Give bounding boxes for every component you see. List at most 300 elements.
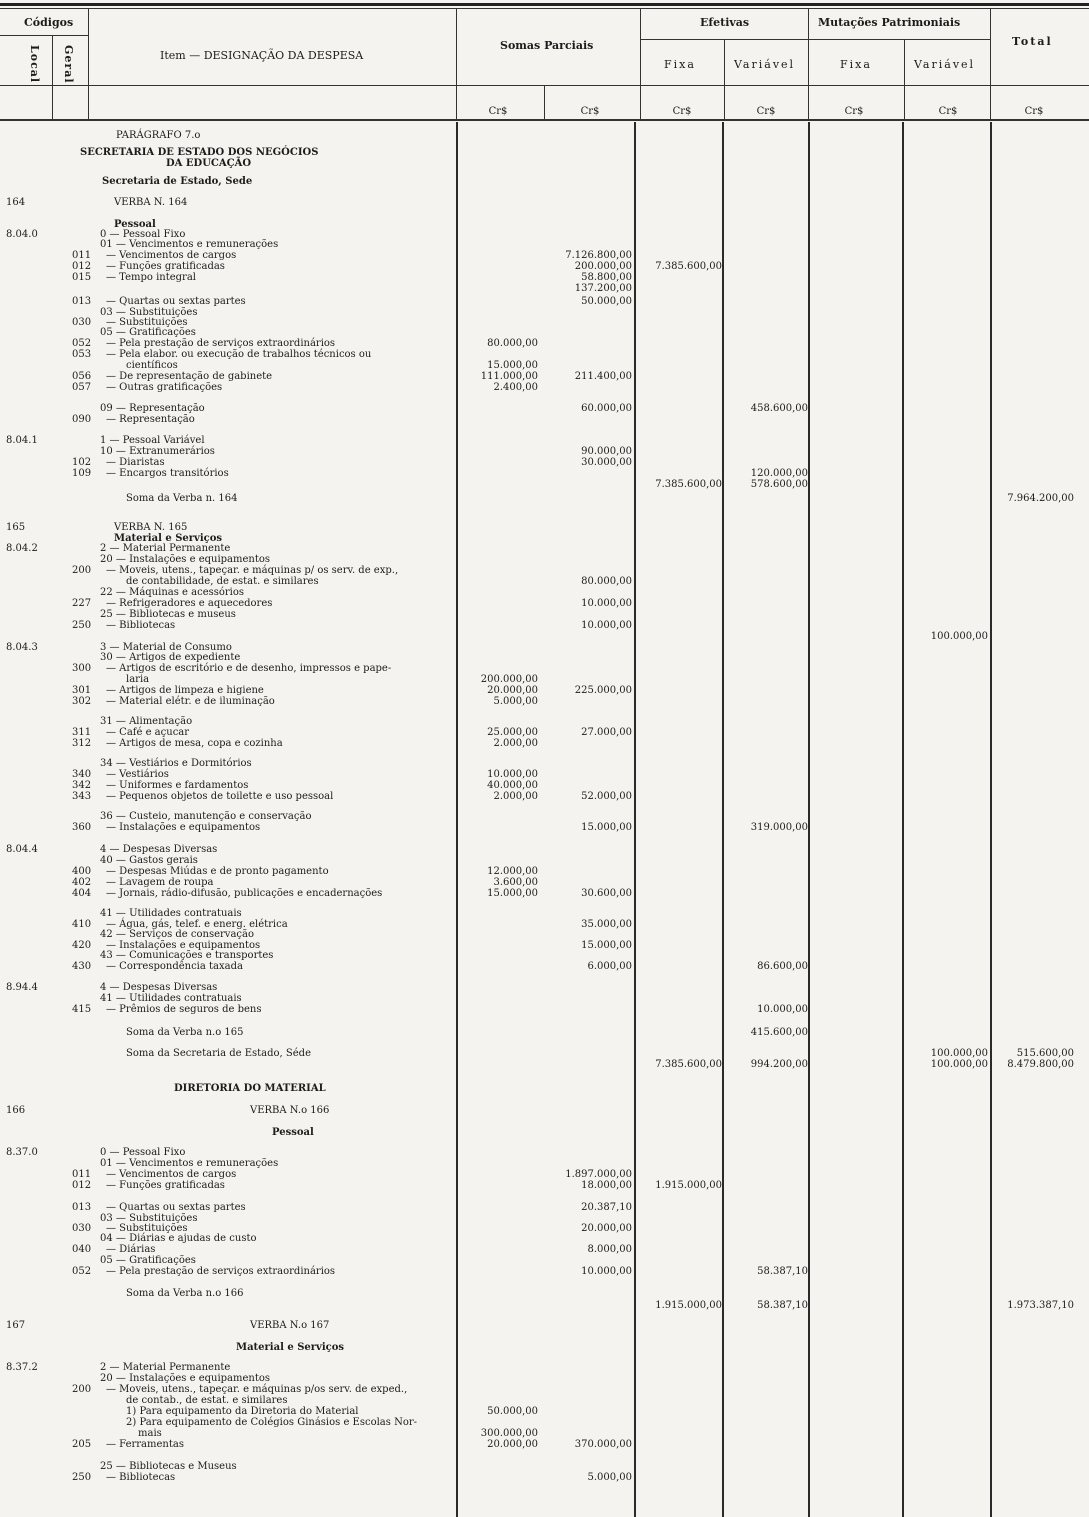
- row-description: 40 — Gastos gerais: [100, 855, 198, 866]
- table-row: [0, 950, 1089, 961]
- row-description: 2 — Material Permanente: [100, 543, 231, 554]
- row-value-c4: 120.000,00: [750, 468, 808, 479]
- row-description: 30 — Artigos de expediente: [100, 652, 241, 663]
- row-description: — Quartas ou sextas partes: [106, 1202, 246, 1213]
- row-description: de contabilidade, de estat. e similares: [126, 576, 319, 587]
- row-code-local: 167: [6, 1320, 26, 1331]
- row-value-c2: 211.400,00: [574, 371, 632, 382]
- row-description: 10 — Extranumerários: [100, 446, 215, 457]
- row-description: — Bibliotecas: [106, 1472, 176, 1483]
- row-description: — Instalações e equipamentos: [106, 940, 261, 951]
- row-value-c4: 415.600,00: [750, 1027, 808, 1038]
- row-value-c2: 10.000,00: [581, 1266, 632, 1277]
- row-code-local: 8.37.0: [6, 1147, 38, 1158]
- row-description: Soma da Secretaria de Estado, Séde: [126, 1048, 311, 1059]
- table-row: [0, 620, 1089, 631]
- row-code-geral: 011: [72, 250, 92, 261]
- header-codigos: Códigos: [24, 16, 74, 29]
- row-value-c1: 111.000,00: [480, 371, 538, 382]
- table-row: [0, 554, 1089, 565]
- table-row: [0, 844, 1089, 855]
- row-value-c3: 7.385.600,00: [655, 1059, 722, 1070]
- row-code-geral: 250: [72, 1472, 92, 1483]
- row-code-geral: 015: [72, 272, 92, 283]
- table-row: [0, 1461, 1089, 1472]
- row-description: — Quartas ou sextas partes: [106, 296, 246, 307]
- table-row: [0, 283, 1089, 294]
- row-description: — Ferramentas: [106, 1439, 184, 1450]
- table-row: [0, 822, 1089, 833]
- row-value-c2: 370.000,00: [574, 1439, 632, 1450]
- row-description: Pessoal: [114, 219, 156, 230]
- row-value-c1: 15.000,00: [487, 360, 538, 371]
- row-description: 05 — Gratificações: [100, 1255, 196, 1266]
- row-description: — Outras gratificações: [106, 382, 223, 393]
- row-description: 2 — Material Permanente: [100, 1362, 231, 1373]
- row-description: 01 — Vencimentos e remunerações: [100, 1158, 279, 1169]
- row-description: 36 — Custeio, manutenção e conservação: [100, 811, 312, 822]
- row-code-local: 8.04.4: [6, 844, 38, 855]
- currency-label-c6: Cr$: [938, 106, 958, 117]
- row-value-c2: 200.000,00: [574, 261, 632, 272]
- row-code-local: 8.04.0: [6, 229, 38, 240]
- row-value-c4: 994.200,00: [750, 1059, 808, 1070]
- row-description: Material e Serviços: [236, 1342, 345, 1353]
- table-row: [0, 961, 1089, 972]
- row-value-c6: 100.000,00: [930, 1048, 988, 1059]
- row-code-geral: 056: [72, 371, 92, 382]
- table-row: [0, 1083, 1089, 1094]
- row-code-geral: 342: [72, 780, 92, 791]
- row-value-c4: 319.000,00: [750, 822, 808, 833]
- row-code-geral: 300: [72, 663, 92, 674]
- row-description: DIRETORIA DO MATERIAL: [174, 1083, 326, 1094]
- row-code-geral: 430: [72, 961, 92, 972]
- row-code-geral: 030: [72, 317, 92, 328]
- row-value-c2: 80.000,00: [581, 576, 632, 587]
- table-row: [0, 716, 1089, 727]
- row-code-geral: 011: [72, 1169, 92, 1180]
- table-row: [0, 576, 1089, 587]
- table-row: [0, 479, 1089, 490]
- row-description: — Moveis, utens., tapeçar. e máquinas p/os serv. de exped.,: [106, 1384, 408, 1395]
- row-value-c2: 15.000,00: [581, 940, 632, 951]
- row-value-c1: 5.000,00: [493, 696, 538, 707]
- row-code-geral: 052: [72, 338, 92, 349]
- currency-label-c2: Cr$: [580, 106, 600, 117]
- row-code-geral: 400: [72, 866, 92, 877]
- row-description: 4 — Despesas Diversas: [100, 982, 218, 993]
- table-row: [0, 1105, 1089, 1116]
- row-code-geral: 302: [72, 696, 92, 707]
- row-value-c1: 15.000,00: [487, 888, 538, 899]
- table-header: [0, 9, 1089, 120]
- row-description: 0 — Pessoal Fixo: [100, 229, 186, 240]
- row-value-c2: 15.000,00: [581, 822, 632, 833]
- row-value-c2: 10.000,00: [581, 620, 632, 631]
- row-description: 01 — Vencimentos e remunerações: [100, 239, 279, 250]
- table-row: [0, 130, 1089, 141]
- row-value-c1: 2.000,00: [493, 791, 538, 802]
- row-code-geral: 090: [72, 414, 92, 425]
- row-code-geral: 040: [72, 1244, 92, 1255]
- table-row: [0, 663, 1089, 674]
- row-code-geral: 030: [72, 1223, 92, 1234]
- row-description: 04 — Diárias e ajudas de custo: [100, 1233, 257, 1244]
- header-geral: Geral: [62, 45, 75, 84]
- header-mutacoes: Mutações Patrimoniais: [818, 16, 961, 29]
- table-row: [0, 791, 1089, 802]
- table-row: [0, 1406, 1089, 1417]
- row-description: 4 — Despesas Diversas: [100, 844, 218, 855]
- row-value-c1: 200.000,00: [480, 674, 538, 685]
- table-row: [0, 1428, 1089, 1439]
- header-efetivas-fixa: Fixa: [664, 58, 696, 71]
- row-code-geral: 250: [72, 620, 92, 631]
- table-row: [0, 598, 1089, 609]
- row-description: 03 — Substituições: [100, 1213, 198, 1224]
- table-row: [0, 877, 1089, 888]
- row-value-c7: 515.600,00: [1016, 1048, 1074, 1059]
- row-description: — Artigos de limpeza e higiene: [106, 685, 264, 696]
- row-description: 2) Para equipamento de Colégios Ginásios e Escolas Nor-: [126, 1417, 418, 1428]
- table-row: [0, 1048, 1089, 1059]
- table-row: [0, 176, 1089, 187]
- row-description: VERBA N. 165: [114, 522, 188, 533]
- row-description: Soma da Verba n. 164: [126, 493, 238, 504]
- table-row: [0, 414, 1089, 425]
- table-row: [0, 435, 1089, 446]
- row-value-c2: 8.000,00: [587, 1244, 632, 1255]
- row-value-c1: 2.400,00: [493, 382, 538, 393]
- row-value-c6: 100.000,00: [930, 631, 988, 642]
- row-value-c4: 10.000,00: [757, 1004, 808, 1015]
- row-description: — Vencimentos de cargos: [106, 1169, 237, 1180]
- row-description: — Prêmios de seguros de bens: [106, 1004, 262, 1015]
- row-description: — Pela elabor. ou execução de trabalhos técnicos ou: [106, 349, 372, 360]
- table-row: [0, 147, 1089, 158]
- row-description: — Vestiários: [106, 769, 169, 780]
- row-description: — Moveis, utens., tapeçar. e máquinas p/ os serv. de exp.,: [106, 565, 399, 576]
- row-description: 0 — Pessoal Fixo: [100, 1147, 186, 1158]
- row-description: VERBA N.o 166: [250, 1105, 330, 1116]
- row-value-c2: 10.000,00: [581, 598, 632, 609]
- currency-label-c1: Cr$: [488, 106, 508, 117]
- table-row: [0, 371, 1089, 382]
- row-code-geral: 410: [72, 919, 92, 930]
- table-row: [0, 1472, 1089, 1483]
- row-value-c2: 137.200,00: [574, 283, 632, 294]
- table-row: [0, 811, 1089, 822]
- row-code-geral: 227: [72, 598, 92, 609]
- row-description: — Material elétr. e de iluminação: [106, 696, 275, 707]
- row-value-c3: 7.385.600,00: [655, 261, 722, 272]
- currency-label-c4: Cr$: [756, 106, 776, 117]
- table-row: [0, 1004, 1089, 1015]
- row-description: — Instalações e equipamentos: [106, 822, 261, 833]
- currency-label-c7: Cr$: [1024, 106, 1044, 117]
- row-description: — Uniformes e fardamentos: [106, 780, 249, 791]
- row-value-c1: 25.000,00: [487, 727, 538, 738]
- row-code-geral: 013: [72, 1202, 92, 1213]
- table-row: [0, 696, 1089, 707]
- row-value-c4: 578.600,00: [750, 479, 808, 490]
- currency-label-c5: Cr$: [844, 106, 864, 117]
- row-description: — Jornais, rádio-difusão, publicações e encadernações: [106, 888, 383, 899]
- table-row: [0, 738, 1089, 749]
- table-row: [0, 631, 1089, 642]
- row-value-c3: 7.385.600,00: [655, 479, 722, 490]
- table-row: [0, 685, 1089, 696]
- table-row: [0, 993, 1089, 1004]
- row-value-c2: 6.000,00: [587, 961, 632, 972]
- table-row: [0, 338, 1089, 349]
- table-row: [0, 403, 1089, 414]
- row-value-c7: 7.964.200,00: [1007, 493, 1074, 504]
- row-value-c1: 2.000,00: [493, 738, 538, 749]
- table-row: [0, 1059, 1089, 1070]
- table-row: [0, 780, 1089, 791]
- table-row: [0, 1158, 1089, 1169]
- row-description: 1) Para equipamento da Diretoria do Material: [126, 1406, 359, 1417]
- table-row: [0, 1395, 1089, 1406]
- row-code-geral: 013: [72, 296, 92, 307]
- row-description: 43 — Comunicações e transportes: [100, 950, 274, 961]
- table-row: [0, 1027, 1089, 1038]
- row-description: — Encargos transitórios: [106, 468, 229, 479]
- row-code-geral: 312: [72, 738, 92, 749]
- table-row: [0, 1127, 1089, 1138]
- row-value-c1: 50.000,00: [487, 1406, 538, 1417]
- table-row: [0, 543, 1089, 554]
- row-value-c2: 60.000,00: [581, 403, 632, 414]
- row-value-c2: 5.000,00: [587, 1472, 632, 1483]
- row-code-local: 8.37.2: [6, 1362, 38, 1373]
- row-code-geral: 109: [72, 468, 92, 479]
- row-description: — Funções gratificadas: [106, 1180, 225, 1191]
- row-code-geral: 057: [72, 382, 92, 393]
- row-value-c4: 58.387,10: [757, 1300, 808, 1311]
- table-row: [0, 349, 1089, 360]
- table-row: [0, 1384, 1089, 1395]
- row-description: DA EDUCAÇÃO: [166, 158, 252, 169]
- row-value-c2: 30.000,00: [581, 457, 632, 468]
- row-description: Soma da Verba n.o 166: [126, 1288, 244, 1299]
- row-value-c2: 52.000,00: [581, 791, 632, 802]
- row-description: laria: [126, 674, 150, 685]
- row-value-c2: 20.387,10: [581, 1202, 632, 1213]
- row-code-geral: 343: [72, 791, 92, 802]
- row-code-geral: 402: [72, 877, 92, 888]
- row-value-c1: 80.000,00: [487, 338, 538, 349]
- row-description: — Bibliotecas: [106, 620, 176, 631]
- table-row: [0, 493, 1089, 504]
- table-row: [0, 1439, 1089, 1450]
- table-row: [0, 1169, 1089, 1180]
- row-code-geral: 311: [72, 727, 92, 738]
- table-row: [0, 587, 1089, 598]
- table-row: [0, 250, 1089, 261]
- header-somas-parciais: Somas Parciais: [500, 39, 594, 52]
- row-code-geral: 102: [72, 457, 92, 468]
- row-value-c1: 40.000,00: [487, 780, 538, 791]
- table-row: [0, 272, 1089, 283]
- table-row: [0, 652, 1089, 663]
- row-value-c1: 20.000,00: [487, 1439, 538, 1450]
- row-value-c2: 1.897.000,00: [565, 1169, 632, 1180]
- row-description: — Diárias: [106, 1244, 156, 1255]
- row-description: VERBA N.o 167: [250, 1320, 330, 1331]
- row-code-geral: 360: [72, 822, 92, 833]
- row-value-c3: 1.915.000,00: [655, 1300, 722, 1311]
- top-rule-thick: [0, 3, 1089, 6]
- row-code-local: 8.04.1: [6, 435, 38, 446]
- row-description: 31 — Alimentação: [100, 716, 193, 727]
- row-value-c1: 20.000,00: [487, 685, 538, 696]
- row-code-geral: 301: [72, 685, 92, 696]
- table-row: [0, 468, 1089, 479]
- table-row: [0, 1373, 1089, 1384]
- table-row: [0, 1202, 1089, 1213]
- table-row: [0, 769, 1089, 780]
- row-code-local: 164: [6, 197, 26, 208]
- row-description: — Representação: [106, 414, 195, 425]
- row-value-c6: 100.000,00: [930, 1059, 988, 1070]
- row-description: — Pequenos objetos de toilette e uso pessoal: [106, 791, 334, 802]
- table-row: [0, 522, 1089, 533]
- row-description: Pessoal: [272, 1127, 314, 1138]
- row-code-geral: 052: [72, 1266, 92, 1277]
- row-description: — Despesas Miúdas e de pronto pagamento: [106, 866, 329, 877]
- row-value-c2: 58.800,00: [581, 272, 632, 283]
- row-description: — Refrigeradores e aquecedores: [106, 598, 273, 609]
- row-value-c2: 225.000,00: [574, 685, 632, 696]
- row-description: Secretaria de Estado, Sede: [102, 176, 253, 187]
- table-row: [0, 239, 1089, 250]
- table-row: [0, 446, 1089, 457]
- row-description: 05 — Gratificações: [100, 327, 196, 338]
- row-code-geral: 053: [72, 349, 92, 360]
- row-code-geral: 012: [72, 1180, 92, 1191]
- row-value-c1: 300.000,00: [480, 1428, 538, 1439]
- header-local: Local: [28, 45, 41, 84]
- row-description: 20 — Instalações e equipamentos: [100, 554, 271, 565]
- row-description: — Café e açucar: [106, 727, 190, 738]
- row-value-c2: 90.000,00: [581, 446, 632, 457]
- table-row: [0, 1180, 1089, 1191]
- row-description: 22 — Máquinas e acessórios: [100, 587, 245, 598]
- row-value-c4: 458.600,00: [750, 403, 808, 414]
- row-code-local: 8.04.3: [6, 642, 38, 653]
- row-description: — Funções gratificadas: [106, 261, 225, 272]
- row-value-c4: 86.600,00: [757, 961, 808, 972]
- row-value-c1: 10.000,00: [487, 769, 538, 780]
- table-row: [0, 1288, 1089, 1299]
- row-value-c2: 35.000,00: [581, 919, 632, 930]
- row-code-geral: 200: [72, 1384, 92, 1395]
- row-description: — Substituições: [106, 317, 188, 328]
- row-description: de contab., de estat. e similares: [126, 1395, 288, 1406]
- table-row: [0, 1417, 1089, 1428]
- row-description: 1 — Pessoal Variável: [100, 435, 205, 446]
- row-description: — Pela prestação de serviços extraordinários: [106, 338, 336, 349]
- row-description: científicos: [126, 360, 178, 371]
- row-code-local: 166: [6, 1105, 26, 1116]
- row-description: Soma da Verba n.o 165: [126, 1027, 244, 1038]
- table-row: [0, 382, 1089, 393]
- table-row: [0, 197, 1089, 208]
- row-description: — Substituições: [106, 1223, 188, 1234]
- row-code-geral: 340: [72, 769, 92, 780]
- table-row: [0, 1266, 1089, 1277]
- row-description: — Artigos de escritório e de desenho, impressos e pape-: [106, 663, 392, 674]
- table-row: [0, 457, 1089, 468]
- row-description: — Diaristas: [106, 457, 165, 468]
- row-description: 25 — Bibliotecas e museus: [100, 609, 236, 620]
- header-efetivas-variavel: Variável: [734, 58, 796, 71]
- header-efetivas: Efetivas: [700, 16, 750, 29]
- row-value-c2: 20.000,00: [581, 1223, 632, 1234]
- table-row: [0, 727, 1089, 738]
- row-value-c3: 1.915.000,00: [655, 1180, 722, 1191]
- row-value-c2: 7.126.800,00: [565, 250, 632, 261]
- table-row: [0, 158, 1089, 169]
- table-row: [0, 929, 1089, 940]
- table-row: [0, 327, 1089, 338]
- table-row: [0, 565, 1089, 576]
- row-description: 3 — Material de Consumo: [100, 642, 232, 653]
- row-description: — Pela prestação de serviços extraordinários: [106, 1266, 336, 1277]
- row-value-c7: 8.479.800,00: [1007, 1059, 1074, 1070]
- row-description: 03 — Substituições: [100, 307, 198, 318]
- table-row: [0, 866, 1089, 877]
- row-value-c2: 27.000,00: [581, 727, 632, 738]
- row-description: VERBA N. 164: [114, 197, 188, 208]
- table-row: [0, 674, 1089, 685]
- table-row: [0, 261, 1089, 272]
- row-description: 25 — Bibliotecas e Museus: [100, 1461, 237, 1472]
- header-total: Total: [1012, 35, 1053, 48]
- row-code-local: 8.04.2: [6, 543, 38, 554]
- row-description: — Lavagem de roupa: [106, 877, 214, 888]
- table-row: [0, 908, 1089, 919]
- row-value-c2: 30.600,00: [581, 888, 632, 899]
- row-value-c2: 18.000,00: [581, 1180, 632, 1191]
- row-value-c1: 3.600,00: [493, 877, 538, 888]
- header-mutacoes-variavel: Variável: [914, 58, 976, 71]
- row-description: SECRETARIA DE ESTADO DOS NEGÓCIOS: [80, 147, 319, 158]
- row-code-local: 8.94.4: [6, 982, 38, 993]
- table-row: [0, 296, 1089, 307]
- row-description: PARÁGRAFO 7.o: [116, 130, 201, 141]
- header-item: Item — DESIGNAÇÃO DA DESPESA: [160, 49, 364, 62]
- row-description: — Água, gás, telef. e energ. elétrica: [106, 919, 288, 930]
- row-description: 09 — Representação: [100, 403, 205, 414]
- table-row: [0, 1233, 1089, 1244]
- table-row: [0, 1255, 1089, 1266]
- row-description: — Correspondência taxada: [106, 961, 243, 972]
- row-code-geral: 415: [72, 1004, 92, 1015]
- row-description: Material e Serviços: [114, 533, 223, 544]
- row-description: 34 — Vestiários e Dormitórios: [100, 758, 252, 769]
- row-value-c7: 1.973.387,10: [1007, 1300, 1074, 1311]
- row-description: 41 — Utilidades contratuais: [100, 993, 242, 1004]
- table-row: [0, 982, 1089, 993]
- row-description: 42 — Serviços de conservação: [100, 929, 254, 940]
- row-code-geral: 205: [72, 1439, 92, 1450]
- header-mutacoes-fixa: Fixa: [840, 58, 872, 71]
- table-row: [0, 1320, 1089, 1331]
